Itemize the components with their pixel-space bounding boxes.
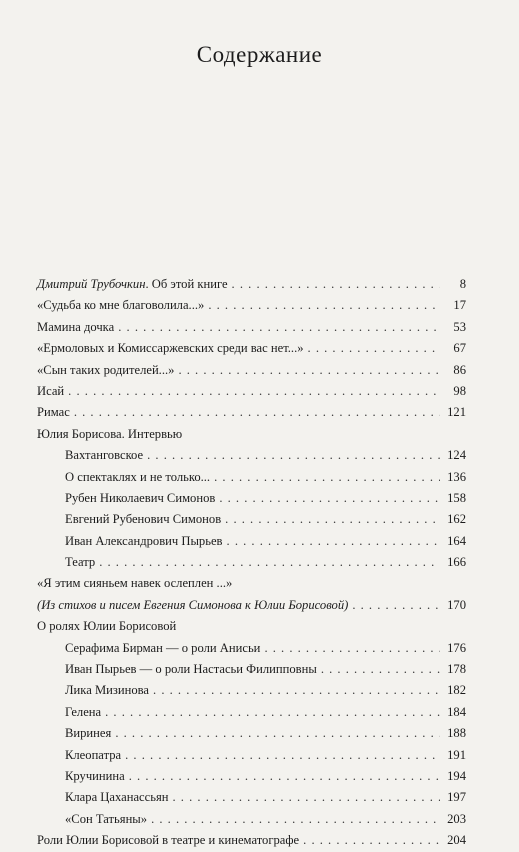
leader-dots (321, 659, 440, 680)
toc-subentry[interactable] (37, 638, 466, 659)
toc-subentry[interactable] (37, 702, 466, 723)
leader-dots (129, 766, 440, 787)
toc-entry-title: Мамина дочка (37, 319, 115, 334)
leader-dots (214, 467, 440, 488)
toc-entry-title: Серафима Бирман — о роли Анисьи (65, 640, 261, 655)
toc-page-number: 53 (453, 319, 466, 334)
toc-page-number: 184 (447, 704, 466, 719)
leader-dots (153, 680, 440, 701)
leader-dots (227, 531, 440, 552)
toc-page-number: 162 (447, 512, 466, 527)
toc-entry-title: «Судьба ко мне благоволила...» (37, 298, 205, 313)
toc-entry-title: «Сын таких родителей...» (37, 362, 175, 377)
toc-entry[interactable] (37, 573, 466, 594)
toc-page-number: 170 (447, 597, 466, 612)
toc-subentry[interactable] (37, 723, 466, 744)
toc-page-number: 164 (447, 533, 466, 548)
toc-subentry[interactable] (37, 680, 466, 701)
toc-page-number: 166 (447, 555, 466, 570)
toc-page-number: 121 (447, 405, 466, 420)
table-of-contents (37, 274, 466, 852)
toc-entry-title: (Из стихов и писем Евгения Симонова к Юлии Борисовой) (37, 597, 349, 612)
leader-dots (173, 787, 441, 808)
toc-entry-title-rest: . Об этой книге (145, 277, 228, 291)
leader-dots (232, 274, 440, 295)
toc-entry-title: Юлия Борисова. Интервью (37, 426, 183, 441)
toc-entry[interactable] (37, 381, 466, 402)
toc-page-number: 124 (447, 448, 466, 463)
leader-dots (208, 295, 440, 316)
toc-entry[interactable] (37, 295, 466, 316)
toc-subentry[interactable] (37, 531, 466, 552)
toc-subentry[interactable] (37, 787, 466, 808)
leader-dots (178, 360, 440, 381)
leader-dots (68, 381, 440, 402)
toc-subentry[interactable] (37, 509, 466, 530)
toc-entry-title: Лика Мизинова (65, 683, 150, 698)
toc-entry[interactable] (37, 317, 466, 338)
leader-dots (74, 402, 440, 423)
toc-entry-title (37, 274, 228, 295)
toc-page-number: 197 (447, 790, 466, 805)
toc-page-number: 158 (447, 490, 466, 505)
toc-page-number: 17 (453, 298, 466, 313)
toc-subentry[interactable] (37, 552, 466, 573)
toc-page-number: 191 (447, 747, 466, 762)
toc-page-number: 176 (447, 640, 466, 655)
leader-dots (105, 702, 440, 723)
toc-page-number: 136 (447, 469, 466, 484)
toc-entry-title: Исай (37, 383, 65, 398)
toc-entry-author: Дмитрий Трубочкин (37, 277, 146, 291)
toc-entry-title: Рубен Николаевич Симонов (65, 490, 216, 505)
toc-entry-title: Иван Александрович Пырьев (65, 533, 223, 548)
toc-subentry[interactable] (37, 445, 466, 466)
toc-entry-title: Клеопатра (65, 747, 122, 762)
toc-entry-title: О ролях Юлии Борисовой (37, 619, 177, 634)
toc-page-number: 203 (447, 811, 466, 826)
toc-entry[interactable] (37, 274, 466, 295)
leader-dots (264, 638, 440, 659)
toc-page-number: 8 (459, 277, 466, 291)
toc-entry[interactable] (37, 402, 466, 423)
page-title: Содержание (196, 42, 323, 67)
toc-section-heading (37, 616, 466, 637)
leader-dots (125, 745, 440, 766)
toc-page-number: 98 (453, 383, 466, 398)
toc-entry[interactable] (37, 360, 466, 381)
leader-dots (352, 595, 440, 616)
leader-dots (308, 338, 440, 359)
toc-subentry[interactable] (37, 488, 466, 509)
toc-entry-title: Римас (37, 405, 70, 420)
toc-entry-title: О спектаклях и не только... (65, 469, 211, 484)
leader-dots (115, 723, 440, 744)
toc-entry-title: Вахтанговское (65, 448, 144, 463)
toc-entry-title: Иван Пырьев — о роли Настасьи Филипповны (65, 662, 317, 677)
toc-entry[interactable] (37, 830, 466, 851)
toc-entry-title: Театр (65, 555, 96, 570)
toc-subentry[interactable] (37, 766, 466, 787)
leader-dots (99, 552, 440, 573)
toc-entry[interactable] (37, 338, 466, 359)
toc-subentry[interactable] (37, 809, 466, 830)
leader-dots (151, 809, 440, 830)
toc-page-number: 178 (447, 662, 466, 677)
toc-page-number: 86 (453, 362, 466, 377)
toc-entry-title: Гелена (65, 704, 102, 719)
toc-page-number: 67 (453, 341, 466, 356)
toc-entry-title: «Сон Татьяны» (65, 811, 148, 826)
toc-entry-title: «Ермоловых и Комиссаржевских среди вас нет...» (37, 341, 304, 356)
toc-section-heading (37, 424, 466, 445)
leader-dots (225, 509, 440, 530)
toc-page-number: 204 (447, 833, 466, 848)
toc-entry-title: Виринея (65, 726, 112, 741)
leader-dots (118, 317, 440, 338)
toc-page-number: 182 (447, 683, 466, 698)
toc-entry-title: «Я этим сияньем навек ослеплен ...» (37, 576, 233, 591)
toc-entry-title: Евгений Рубенович Симонов (65, 512, 222, 527)
toc-page-number: 188 (447, 726, 466, 741)
toc-subentry[interactable] (37, 659, 466, 680)
toc-entry-title: Кручинина (65, 768, 125, 783)
toc-page-number: 194 (447, 768, 466, 783)
toc-subentry[interactable] (37, 467, 466, 488)
toc-entry-title: Роли Юлии Борисовой в театре и кинематографе (37, 833, 300, 848)
leader-dots (219, 488, 440, 509)
leader-dots (303, 830, 440, 851)
leader-dots (147, 445, 440, 466)
toc-entry-subtitle[interactable] (37, 595, 466, 616)
toc-entry-title: Клара Цаханассьян (65, 790, 169, 805)
toc-subentry[interactable] (37, 745, 466, 766)
